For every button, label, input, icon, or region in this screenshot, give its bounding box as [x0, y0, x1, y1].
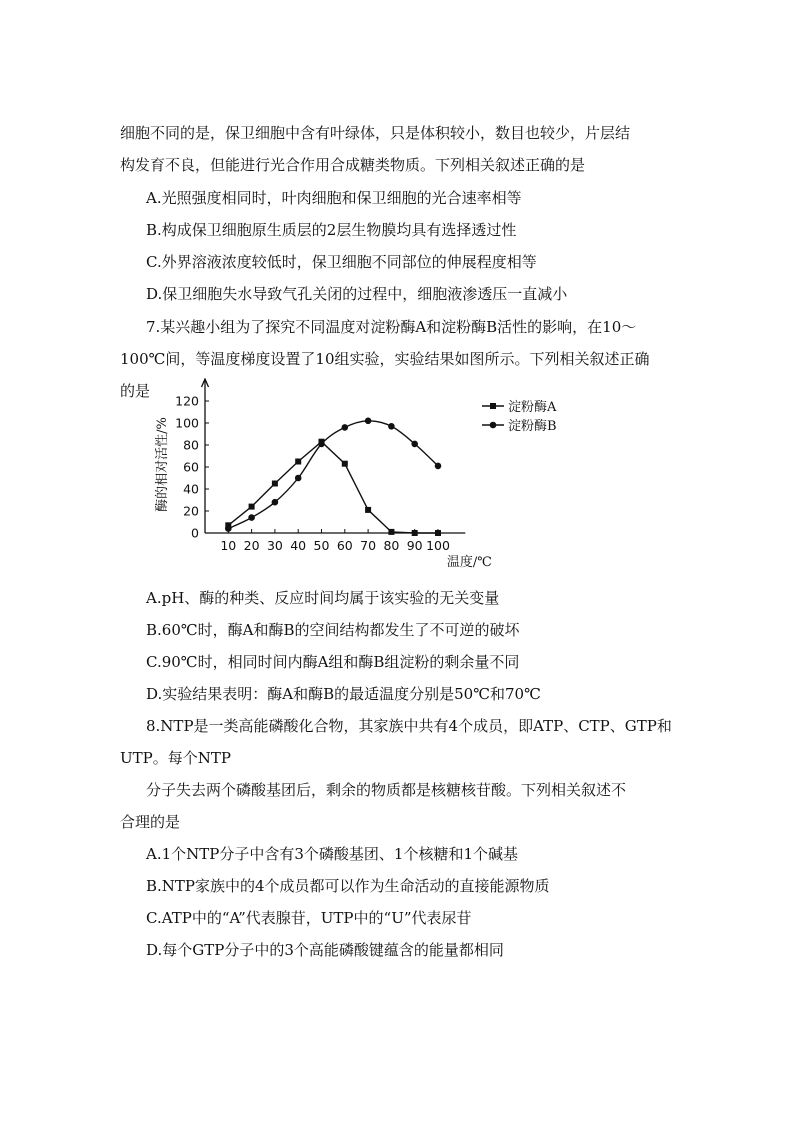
series-enzyme-a-point	[249, 504, 255, 510]
series-enzyme-a-point	[388, 529, 394, 535]
y-tick-label: 120	[175, 393, 199, 409]
option-d: D.实验结果表明：酶A和酶B的最适温度分别是50℃和70℃	[146, 685, 541, 703]
series-enzyme-a-point	[412, 530, 418, 536]
option-b: B.NTP家族中的4个成员都可以作为生命活动的直接能源物质	[146, 877, 550, 895]
series-enzyme-b-point	[248, 514, 255, 521]
y-tick-label: 80	[183, 437, 199, 453]
text-line: 100℃间，等温度梯度设置了10组实验，实验结果如图所示。下列相关叙述正确	[120, 350, 650, 368]
series-enzyme-b-point	[411, 441, 418, 448]
text-line: 分子失去两个磷酸基团后，剩余的物质都是核糖核苷酸。下列相关叙述不	[146, 781, 627, 799]
option-a: A.pH、酶的种类、反应时间均属于该实验的无关变量	[146, 589, 500, 607]
legend-enzyme-b-marker	[490, 422, 497, 429]
series-enzyme-b-point	[225, 525, 232, 532]
text-line: 合理的是	[120, 813, 181, 831]
chart-svg	[150, 378, 590, 578]
x-tick-label: 40	[290, 538, 307, 553]
x-tick-label: 50	[313, 538, 330, 553]
option-b: B.60℃时，酶A和酶B的空间结构都发生了不可逆的破坏	[146, 621, 520, 639]
legend-enzyme-b-label: 淀粉酶B	[508, 419, 557, 434]
option-c: C.ATP中的“A”代表腺苷，UTP中的“U”代表尿苷	[146, 909, 472, 927]
series-enzyme-b-point	[342, 424, 349, 431]
option-b: B.构成保卫细胞原生质层的2层生物膜均具有选择透过性	[146, 221, 517, 239]
series-enzyme-b-point	[272, 499, 279, 506]
option-c: C.外界溶液浓度较低时，保卫细胞不同部位的伸展程度相等	[146, 253, 537, 271]
text-line: 的是	[120, 382, 151, 400]
option-a: A.光照强度相同时，叶肉细胞和保卫细胞的光合速率相等	[146, 189, 522, 207]
series-enzyme-a-point	[342, 461, 348, 467]
option-c: C.90℃时，相同时间内酶A组和酶B组淀粉的剩余量不同	[146, 653, 520, 671]
series-enzyme-a-line	[228, 442, 438, 533]
y-axis-label: 酶的相对活性/%	[155, 417, 170, 512]
series-enzyme-b-line	[228, 421, 438, 529]
y-tick-label: 20	[183, 503, 199, 519]
option-a: A.1个NTP分子中含有3个磷酸基团、1个核糖和1个碱基	[146, 845, 518, 863]
x-tick-label: 10	[220, 538, 237, 553]
text-line: 构发育不良，但能进行光合作用合成糖类物质。下列相关叙述正确的是	[120, 156, 586, 174]
y-tick-label: 100	[175, 415, 199, 431]
x-tick-label: 70	[360, 538, 377, 553]
y-tick-label: 60	[183, 459, 199, 475]
x-tick-label: 90	[406, 538, 423, 553]
question-8-stem: 8.NTP是一类高能磷酸化合物，其家族中共有4个成员，即ATP、CTP、GTP和	[146, 717, 672, 735]
option-d: D.保卫细胞失水导致气孔关闭的过程中，细胞液渗透压一直减小	[146, 285, 568, 303]
series-enzyme-b-point	[295, 475, 302, 482]
x-tick-label: 20	[243, 538, 260, 553]
series-enzyme-a-point	[365, 507, 371, 513]
series-enzyme-b-point	[435, 463, 442, 470]
series-enzyme-b-point	[388, 423, 395, 430]
legend-enzyme-a-label: 淀粉酶A	[508, 400, 557, 415]
series-enzyme-a-point	[435, 530, 441, 536]
x-axis-label: 温度/℃	[446, 555, 492, 570]
series-enzyme-a-point	[272, 481, 278, 487]
series-enzyme-a-point	[295, 459, 301, 465]
y-tick-label: 0	[191, 525, 199, 541]
x-tick-label: 30	[266, 538, 283, 553]
legend-enzyme-a-marker	[490, 403, 496, 409]
text-line: 细胞不同的是，保卫细胞中含有叶绿体，只是体积较小，数目也较少，片层结	[120, 124, 631, 142]
x-tick-label: 80	[383, 538, 400, 553]
series-enzyme-b-point	[365, 418, 372, 425]
y-tick-label: 40	[183, 481, 199, 497]
text-line: UTP。每个NTP	[120, 749, 231, 767]
option-d: D.每个GTP分子中的3个高能磷酸键蕴含的能量都相同	[146, 941, 504, 959]
enzyme-activity-chart	[150, 378, 590, 578]
question-7-stem: 7.某兴趣小组为了探究不同温度对淀粉酶A和淀粉酶B活性的影响，在10～	[146, 318, 637, 336]
x-tick-label: 60	[336, 538, 353, 553]
series-enzyme-b-point	[318, 441, 325, 448]
x-tick-label: 100	[426, 538, 450, 553]
